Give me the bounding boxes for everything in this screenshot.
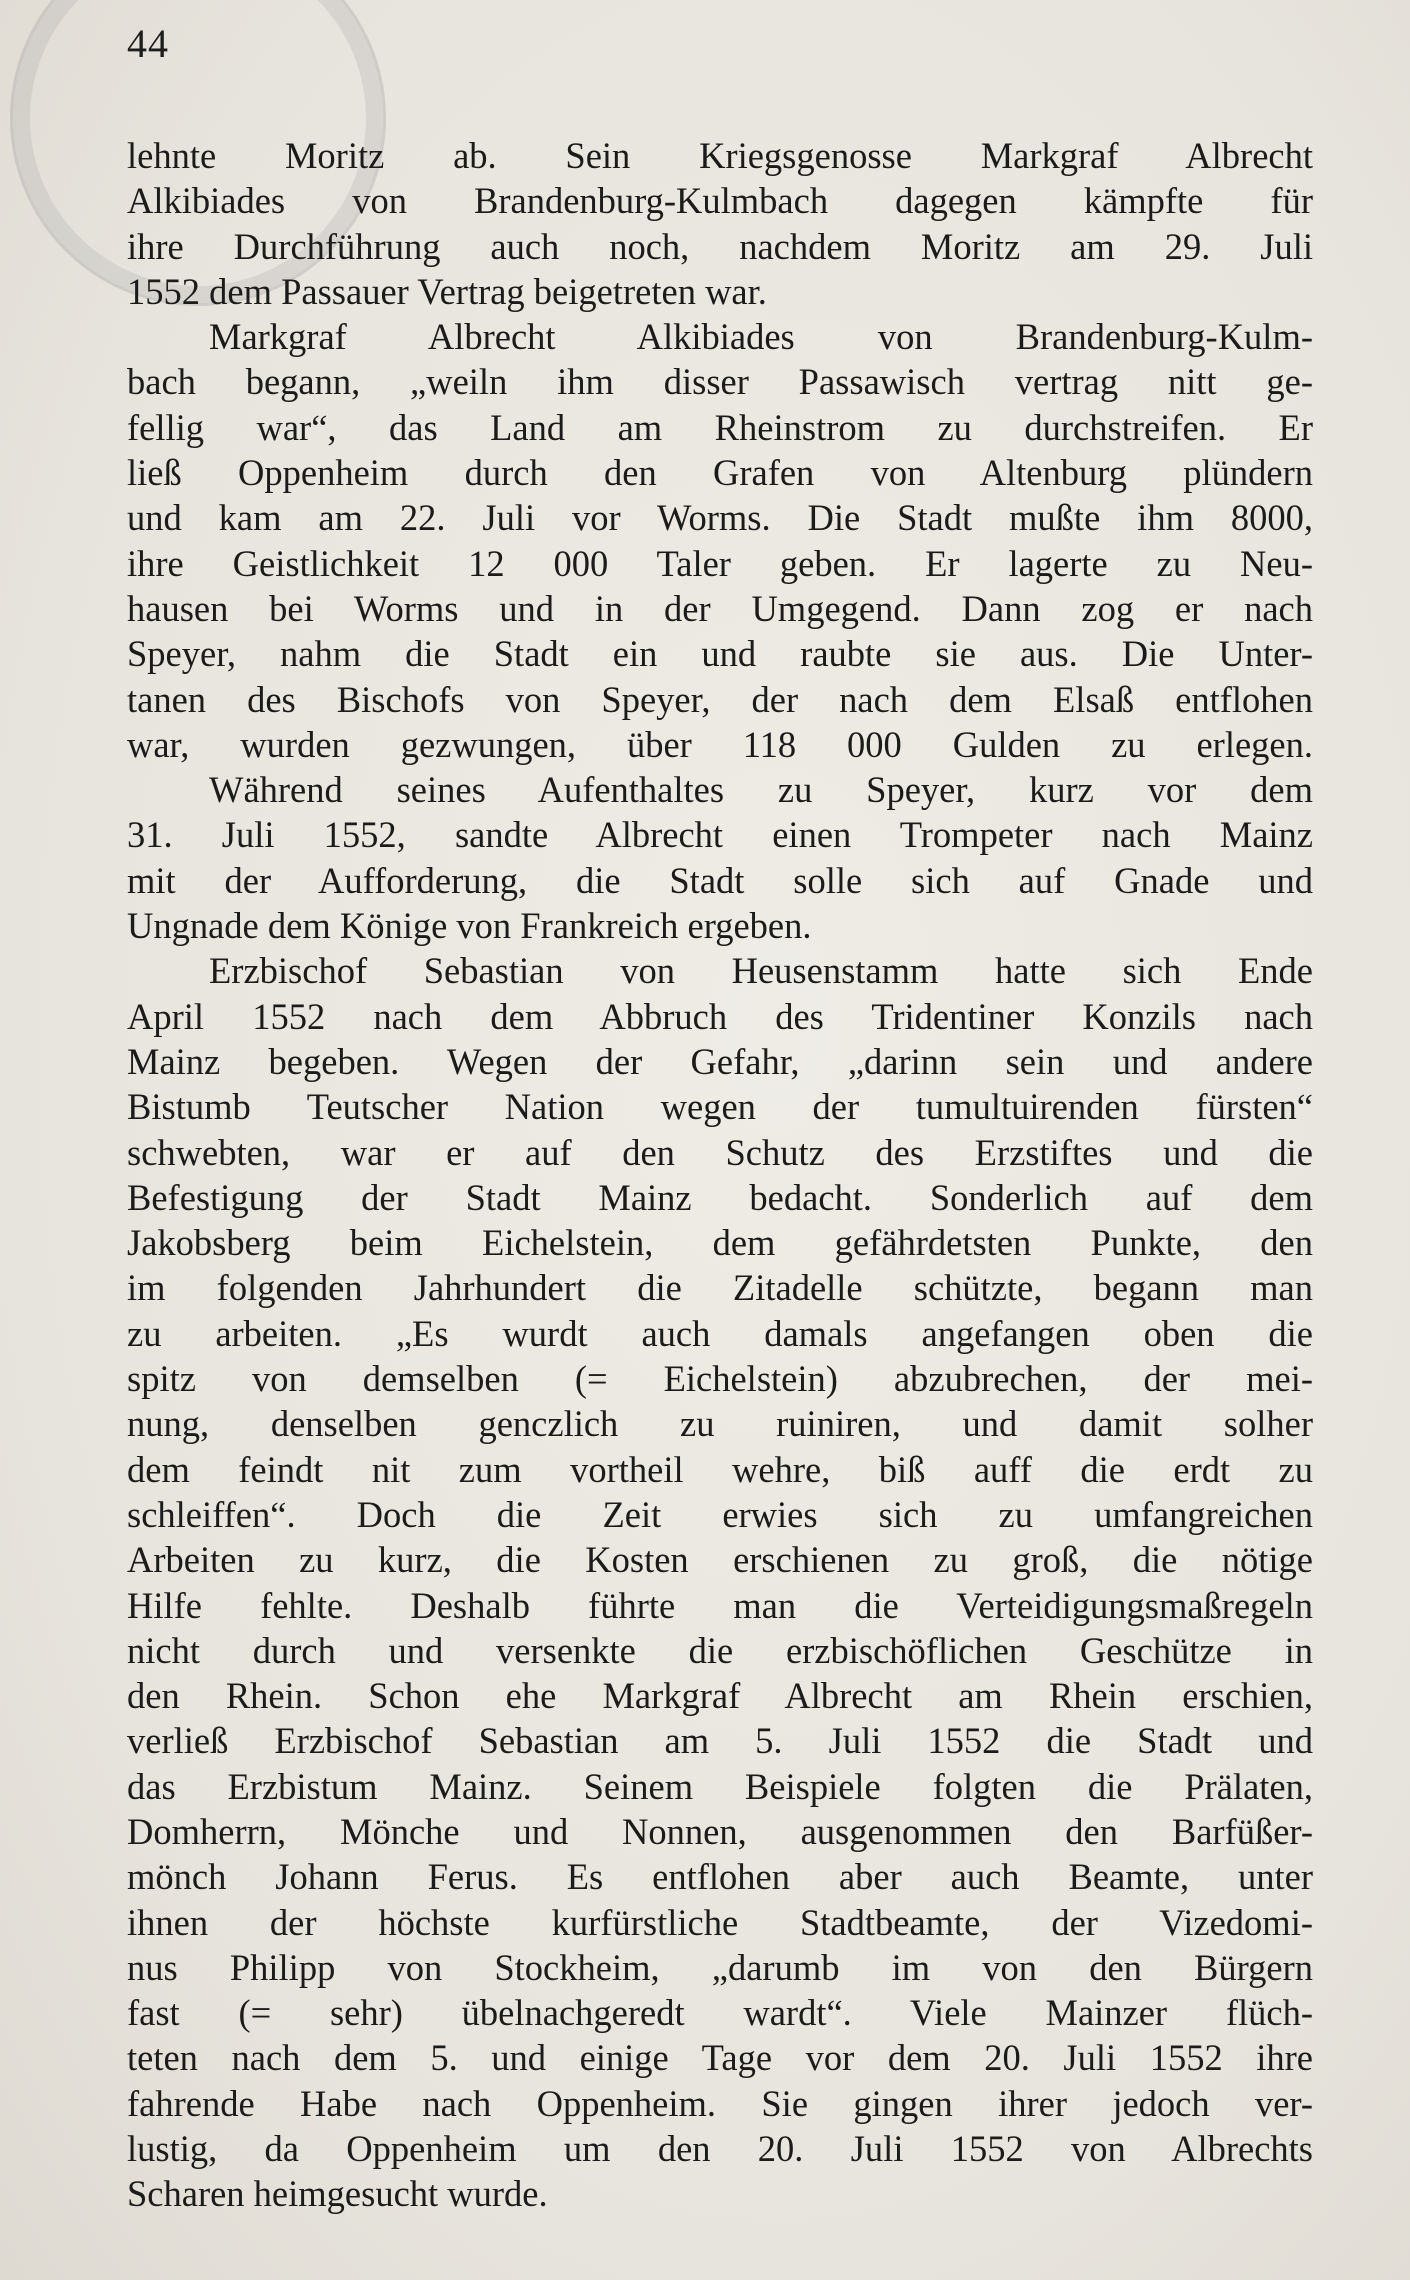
text-line: ihnen der höchste kurfürstliche Stadtbeamte, der Vizedomi-: [127, 1901, 1313, 1943]
text-line: war, wurden gezwungen, über 118 000 Gulden zu erlegen.: [127, 723, 1313, 765]
text-line: dem feindt nit zum vortheil wehre, biß auff die erdt zu: [127, 1448, 1313, 1490]
text-line: Jakobsberg beim Eichelstein, dem gefährdetsten Punkte, den: [127, 1222, 1313, 1264]
body-text: [127, 133, 1313, 2217]
text-line: nung, denselben genczlich zu ruiniren, und damit solher: [127, 1403, 1313, 1445]
text-line: fahrende Habe nach Oppenheim. Sie gingen ihrer jedoch ver-: [127, 2082, 1313, 2124]
text-line: verließ Erzbischof Sebastian am 5. Juli 1552 die Stadt und: [127, 1720, 1313, 1762]
text-line: lehnte Moritz ab. Sein Kriegsgenosse Markgraf Albrecht: [127, 135, 1313, 176]
text-line: fast (= sehr) übelnachgeredt wardt“. Viele Mainzer flüch-: [127, 1992, 1313, 2034]
text-line: schwebten, war er auf den Schutz des Erzstiftes und die: [127, 1131, 1313, 1173]
text-line: mit der Aufforderung, die Stadt solle sich auf Gnade und: [127, 859, 1313, 901]
text-line: 31. Juli 1552, sandte Albrecht einen Trompeter nach Mainz: [127, 814, 1313, 856]
text-line: Alkibiades von Brandenburg-Kulmbach dagegen kämpfte für: [127, 180, 1313, 222]
text-line: Während seines Aufenthaltes zu Speyer, kurz vor dem: [209, 769, 1313, 811]
text-line: hausen bei Worms und in der Umgegend. Dann zog er nach: [127, 587, 1313, 629]
page-number: 44: [127, 21, 169, 66]
text-line: den Rhein. Schon ehe Markgraf Albrecht am Rhein erschien,: [127, 1675, 1313, 1717]
text-line: bach begann, „weiln ihm disser Passawisch vertrag nitt ge-: [127, 361, 1313, 403]
text-line: Speyer, nahm die Stadt ein und raubte sie aus. Die Unter-: [127, 633, 1313, 675]
text-line: das Erzbistum Mainz. Seinem Beispiele folgten die Prälaten,: [127, 1765, 1313, 1807]
text-line: Arbeiten zu kurz, die Kosten erschienen zu groß, die nötige: [127, 1539, 1313, 1581]
text-line: Scharen heimgesucht wurde.: [127, 2173, 548, 2215]
text-line: tanen des Bischofs von Speyer, der nach dem Elsaß entflohen: [127, 678, 1313, 720]
text-line: 1552 dem Passauer Vertrag beigetreten war.: [127, 270, 767, 312]
text-line: ihre Geistlichkeit 12 000 Taler geben. Er lagerte zu Neu-: [127, 542, 1313, 584]
text-line: zu arbeiten. „Es wurdt auch damals angefangen oben die: [127, 1312, 1313, 1354]
text-line: Bistumb Teutscher Nation wegen der tumultuirenden fürsten“: [127, 1086, 1313, 1128]
text-line: Erzbischof Sebastian von Heusenstamm hatte sich Ende: [209, 950, 1313, 992]
text-line: schleiffen“. Doch die Zeit erwies sich zu umfangreichen: [127, 1493, 1313, 1535]
text-line: lustig, da Oppenheim um den 20. Juli 1552 von Albrechts: [127, 2128, 1313, 2170]
text-line: Domherrn, Mönche und Nonnen, ausgenommen den Barfüßer-: [127, 1810, 1313, 1852]
text-line: nicht durch und versenkte die erzbischöflichen Geschütze in: [127, 1629, 1313, 1671]
text-line: nus Philipp von Stockheim, „darumb im von den Bürgern: [127, 1946, 1313, 1988]
text-line: ließ Oppenheim durch den Grafen von Altenburg plündern: [127, 452, 1313, 494]
text-line: im folgenden Jahrhundert die Zitadelle schützte, begann man: [127, 1267, 1313, 1309]
text-line: Befestigung der Stadt Mainz bedacht. Sonderlich auf dem: [127, 1176, 1313, 1218]
text-line: Mainz begeben. Wegen der Gefahr, „darinn sein und andere: [127, 1040, 1313, 1082]
text-line: mönch Johann Ferus. Es entflohen aber auch Beamte, unter: [127, 1856, 1313, 1898]
text-line: Hilfe fehlte. Deshalb führte man die Verteidigungsmaßregeln: [127, 1584, 1313, 1626]
text-line: teten nach dem 5. und einige Tage vor dem 20. Juli 1552 ihre: [127, 2037, 1313, 2079]
text-line: ihre Durchführung auch noch, nachdem Moritz am 29. Juli: [127, 225, 1313, 267]
text-line: spitz von demselben (= Eichelstein) abzubrechen, der mei-: [127, 1358, 1313, 1400]
text-line: und kam am 22. Juli vor Worms. Die Stadt mußte ihm 8000,: [127, 497, 1313, 539]
text-line: April 1552 nach dem Abbruch des Tridentiner Konzils nach: [127, 995, 1313, 1037]
text-line: Markgraf Albrecht Alkibiades von Brandenburg-Kulm-: [209, 316, 1313, 358]
text-line: Ungnade dem Könige von Frankreich ergeben.: [127, 905, 812, 947]
text-line: fellig war“, das Land am Rheinstrom zu durchstreifen. Er: [127, 406, 1313, 448]
